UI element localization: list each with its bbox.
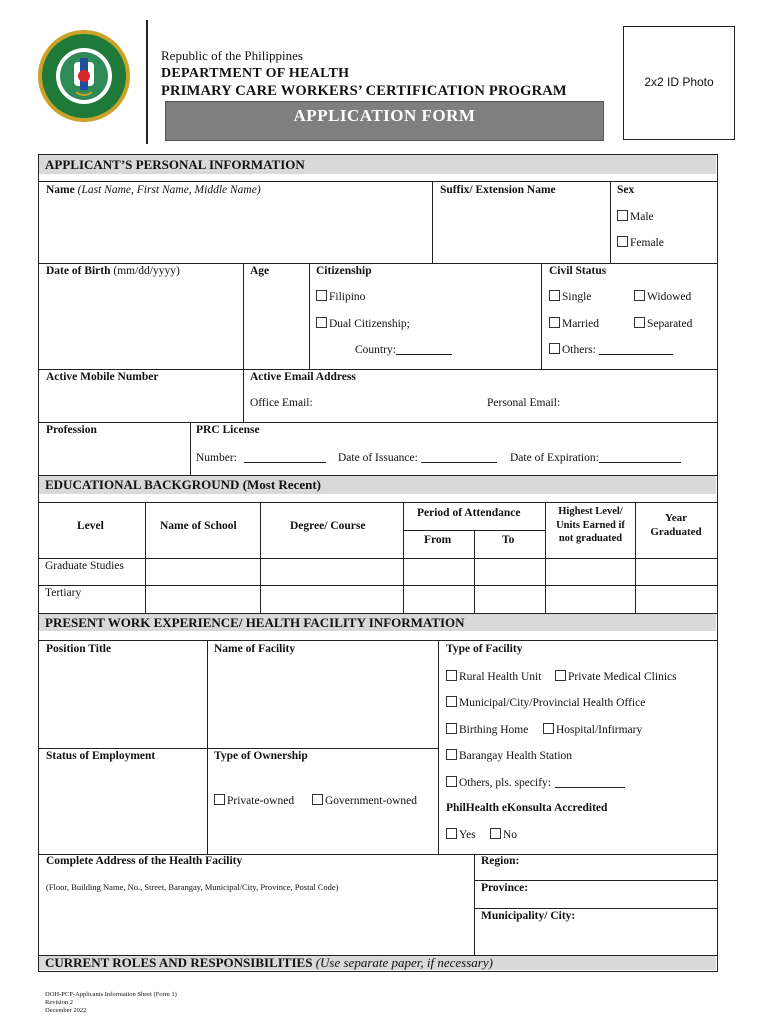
checkbox-icon [634, 290, 645, 301]
option-label: Municipal/City/Provincial Health Office [459, 697, 646, 709]
civil-status-label: Civil Status [549, 265, 607, 277]
option-label: Government-owned [325, 795, 417, 807]
checkbox-icon [446, 670, 457, 681]
edu-row-tertiary: Tertiary [45, 587, 82, 599]
prc-expiration-label: Date of Expiration: [510, 452, 599, 464]
section-roles [39, 956, 716, 970]
option-label: Rural Health Unit [459, 671, 542, 683]
email-label: Active Email Address [250, 371, 356, 383]
checkbox-icon [214, 794, 225, 805]
col-year [636, 511, 716, 539]
checkbox-icon [446, 776, 457, 787]
col-highest-line: not graduated [558, 533, 623, 544]
option-label: Filipino [329, 291, 366, 303]
checkbox-icon [549, 317, 560, 328]
edu-row-graduate: Graduate Studies [45, 560, 124, 572]
employment-status-label[interactable]: Status of Employment [46, 750, 156, 762]
col-level: Level [77, 520, 104, 532]
ownership-label: Type of Ownership [214, 750, 308, 762]
facility-name-label[interactable]: Name of Facility [214, 643, 296, 655]
office-email-field[interactable]: Office Email: [250, 397, 313, 409]
checkbox-icon [446, 696, 457, 707]
checkbox-icon [555, 670, 566, 681]
checkbox-icon [549, 290, 560, 301]
profession-label[interactable]: Profession [46, 424, 97, 436]
suffix-label[interactable]: Suffix/ Extension Name [440, 184, 556, 196]
col-highest-line: Units Earned if [556, 519, 625, 531]
name-label: Name [46, 184, 75, 196]
header-divider [146, 20, 148, 144]
footer-line: December 2022 [45, 1007, 87, 1014]
option-label: Barangay Health Station [459, 750, 573, 762]
province-label[interactable]: Province: [481, 882, 529, 894]
dob-hint: (mm/dd/yyyy) [113, 265, 180, 277]
footer-line: Revision 2 [45, 999, 73, 1006]
col-highest [546, 505, 635, 546]
checkbox-icon [617, 210, 628, 221]
option-label: Separated [647, 318, 693, 330]
ownership-government-option[interactable] [312, 794, 417, 809]
col-from: From [424, 534, 452, 546]
position-title-label[interactable]: Position Title [46, 643, 112, 655]
facility-others-option[interactable] [446, 776, 625, 791]
facility-private-clinic-option[interactable] [555, 670, 677, 685]
footer [45, 991, 177, 1015]
region-label[interactable]: Region: [481, 855, 520, 867]
checkbox-icon [312, 794, 323, 805]
civil-widowed-option[interactable] [634, 290, 691, 305]
col-school: Name of School [160, 520, 237, 532]
sex-label: Sex [617, 184, 635, 196]
age-label[interactable]: Age [250, 265, 270, 277]
country-blank[interactable] [396, 343, 452, 355]
civil-separated-option[interactable] [634, 317, 692, 332]
col-year-line: Graduated [650, 526, 702, 538]
option-label: Dual Citizenship; [329, 318, 410, 330]
civil-married-option[interactable] [549, 317, 599, 332]
col-year-line: Year [665, 512, 687, 524]
checkbox-icon [446, 828, 457, 839]
sex-female-option[interactable] [617, 236, 664, 251]
form-title-bar [165, 101, 604, 141]
philhealth-no-option[interactable] [490, 828, 517, 843]
sex-male-option[interactable] [617, 210, 654, 225]
section-education-title: EDUCATIONAL BACKGROUND (Most Recent) [45, 477, 321, 492]
checkbox-icon [316, 317, 327, 328]
prc-number-label: Number: [196, 452, 237, 464]
col-highest-line: Highest Level/ [558, 506, 623, 517]
col-period: Period of Attendance [417, 507, 521, 519]
option-label: No [503, 829, 518, 841]
name-field[interactable] [46, 184, 261, 198]
prc-issuance-blank[interactable] [421, 451, 497, 463]
dob-field[interactable] [46, 265, 180, 279]
country-field[interactable] [355, 343, 452, 358]
address-label[interactable]: Complete Address of the Health Facility [46, 855, 243, 867]
col-to: To [502, 534, 515, 546]
checkbox-icon [446, 749, 457, 760]
facility-rhu-option[interactable] [446, 670, 541, 685]
municipality-label[interactable]: Municipality/ City: [481, 910, 576, 922]
photo-label: 2x2 ID Photo [644, 75, 714, 89]
prc-expiration-blank[interactable] [599, 451, 681, 463]
citizenship-filipino-option[interactable] [316, 290, 365, 305]
facility-others-blank[interactable] [555, 776, 625, 788]
checkbox-icon [617, 236, 628, 247]
option-label: Hospital/Infirmary [556, 724, 643, 736]
address-hint: (Floor, Building Name, No., Street, Barangay, Municipal/City, Province, Postal Code) [46, 882, 339, 892]
col-degree: Degree/ Course [290, 520, 366, 532]
dob-label: Date of Birth [46, 265, 111, 277]
republic-text: Republic of the Philippines [161, 48, 303, 63]
ownership-private-option[interactable] [214, 794, 294, 809]
facility-hospital-option[interactable] [543, 723, 642, 738]
checkbox-icon [316, 290, 327, 301]
option-label: Male [630, 211, 654, 223]
option-label: Single [562, 291, 592, 303]
others-blank[interactable] [599, 343, 673, 355]
section-work: PRESENT WORK EXPERIENCE/ HEALTH FACILITY INFORMATION [39, 614, 716, 631]
prc-expiration-field[interactable] [510, 451, 681, 466]
option-label: Widowed [647, 291, 692, 303]
program-text: PRIMARY CARE WORKERS’ CERTIFICATION PROGRAM [161, 83, 567, 99]
form-title: APPLICATION FORM [293, 106, 476, 125]
option-label: Others: [562, 344, 596, 356]
philhealth-yes-option[interactable] [446, 828, 476, 843]
citizenship-dual-option[interactable] [316, 317, 410, 332]
option-label: Married [562, 318, 600, 330]
option-label: Private Medical Clinics [568, 671, 677, 683]
checkbox-icon [634, 317, 645, 328]
personal-email-field[interactable]: Personal Email: [487, 397, 561, 409]
option-label: Female [630, 237, 664, 249]
facility-type-label: Type of Facility [446, 643, 523, 655]
option-label: Others, pls. specify: [459, 777, 551, 789]
doh-seal [36, 28, 132, 124]
prc-issuance-field[interactable] [338, 451, 497, 466]
country-label: Country: [355, 344, 396, 356]
prc-license-label: PRC License [196, 424, 260, 436]
prc-number-blank[interactable] [244, 451, 326, 463]
section-personal-info: APPLICANT’S PERSONAL INFORMATION [39, 155, 716, 174]
civil-single-option[interactable] [549, 290, 591, 305]
facility-bhs-option[interactable] [446, 749, 572, 764]
section-roles-title: CURRENT ROLES AND RESPONSIBILITIES [45, 955, 313, 970]
option-label: Birthing Home [459, 724, 529, 736]
civil-others-option[interactable] [549, 343, 673, 358]
prc-number-field[interactable] [196, 451, 326, 466]
option-label: Private-owned [227, 795, 295, 807]
option-label: Yes [459, 829, 476, 841]
id-photo-box [623, 26, 735, 140]
checkbox-icon [549, 343, 560, 354]
checkbox-icon [490, 828, 501, 839]
department-text: DEPARTMENT OF HEALTH [161, 66, 350, 81]
citizenship-label: Citizenship [316, 265, 372, 277]
checkbox-icon [543, 723, 554, 734]
facility-birthing-option[interactable] [446, 723, 528, 738]
philhealth-label: PhilHealth eKonsulta Accredited [446, 802, 608, 814]
footer-line: DOH-PCP-Applicants Information Sheet (Form 1) [45, 991, 177, 998]
name-hint: (Last Name, First Name, Middle Name) [77, 184, 261, 196]
mobile-label[interactable]: Active Mobile Number [46, 371, 159, 383]
checkbox-icon [446, 723, 457, 734]
facility-health-office-option[interactable] [446, 696, 645, 711]
section-roles-hint: (Use separate paper, if necessary) [315, 955, 493, 970]
section-education [39, 476, 716, 494]
prc-issuance-label: Date of Issuance: [338, 452, 418, 464]
